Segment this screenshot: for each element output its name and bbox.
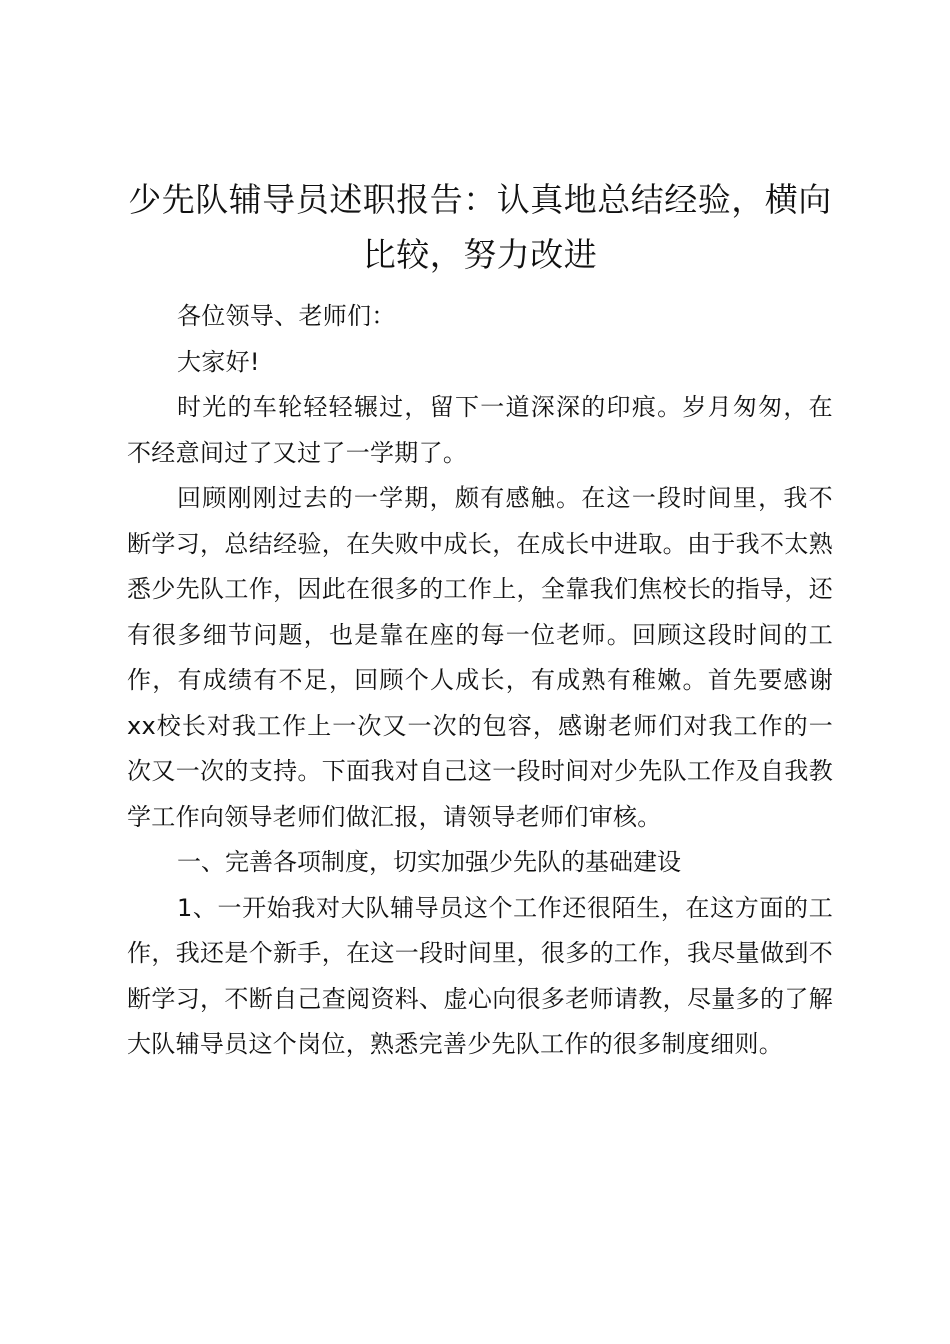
document-body [127, 172, 833, 1068]
section-paragraph: 1、一开始我对大队辅导员这个工作还很陌生，在这方面的工作，我还是个新手，在这一段时间里，很多的工作，我尽量做到不断学习，不断自己查阅资料、虚心向很多老师请教，尽量多的了解大队辅导员这个岗位，熟悉完善少先队工作的很多制度细则。 [127, 893, 833, 1058]
salutation: 各位领导、老师们： [177, 302, 396, 330]
intro-paragraph: 时光的车轮轻轻辗过，留下一道深深的印痕。岁月匆匆，在不经意间过了又过了一学期了。 [127, 393, 833, 467]
section-heading: 一、完善各项制度，切实加强少先队的基础建设 [177, 848, 681, 876]
review-paragraph: 回顾刚刚过去的一学期，颇有感触。在这一段时间里，我不断学习，总结经验，在失败中成长，在成长中进取。由于我不太熟悉少先队工作，因此在很多的工作上，全靠我们焦校长的指导，还有很多细节问题，也是靠在座的每一位老师。回顾这段时间的工作，有成绩有不足，回顾个人成长，有成熟有稚嫩。首先要感谢xx校长对我工作上一次又一次的包容，感谢老师们对我工作的一次又一次的支持。下面我对自己这一段时间对少先队工作及自我教学工作向领导老师们做汇报，请领导老师们审核。 [127, 484, 833, 831]
greeting: 大家好! [177, 347, 260, 376]
document-title: 少先队辅导员述职报告：认真地总结经验，横向比较，努力改进 [128, 180, 832, 274]
